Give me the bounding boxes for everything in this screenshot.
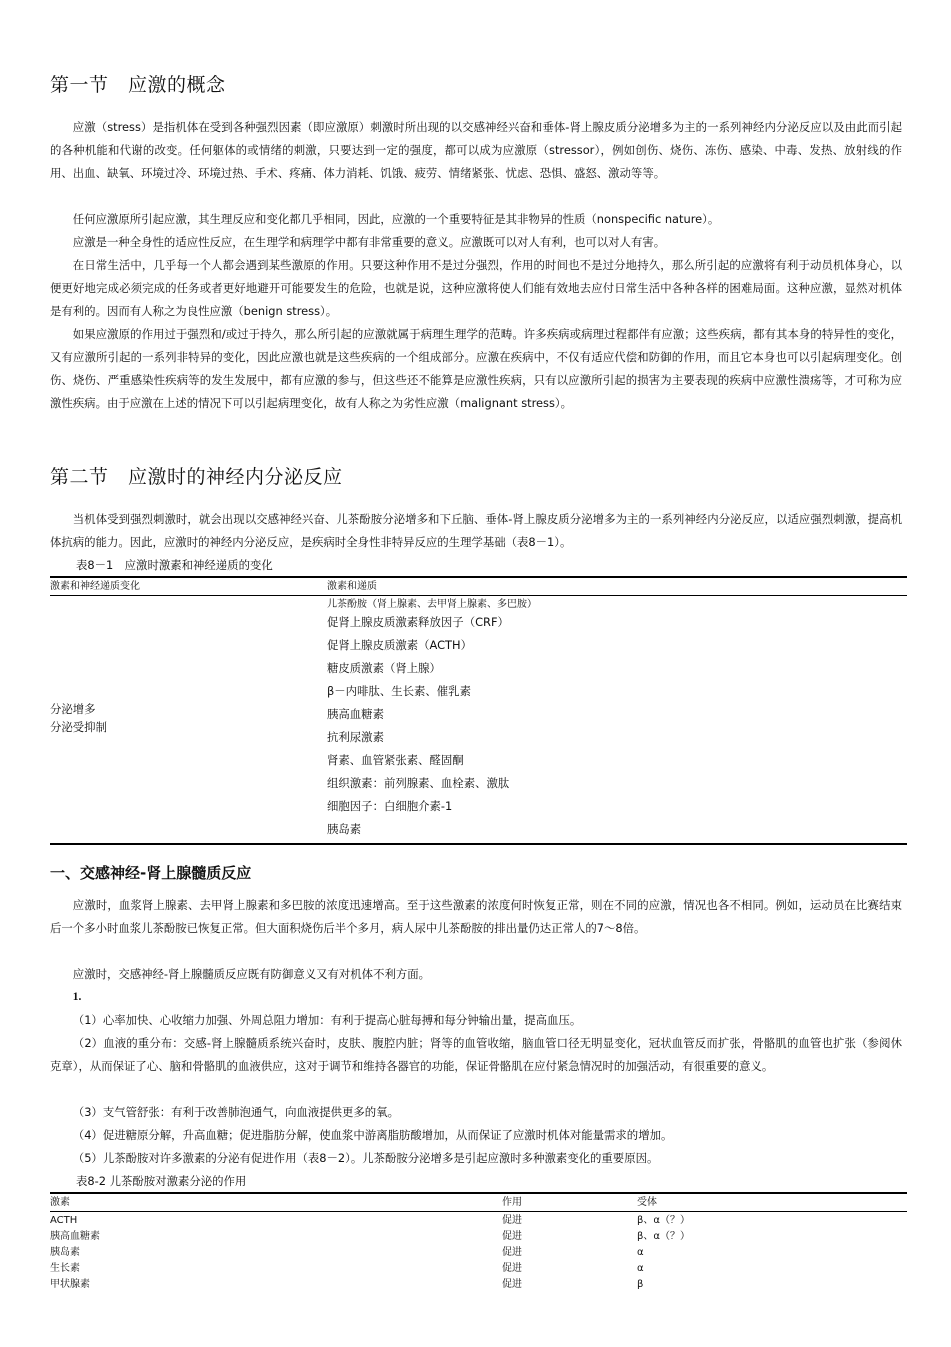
subsection1-para-2: 应激时，交感神经-肾上腺髓质反应既有防御意义又有对机体不利方面。 xyxy=(72,967,431,981)
section1-para-4: 在日常生活中，几乎每一个人都会遇到某些激原的作用。只要这种作用不是过分强烈，作用的时间也不是过分地持久，那么所引起的应激将有利于动员机体身心，以便更好地完成必须完成的任务或者更好地避开可能要发生的危险，也就是说，这种应激将使人们能有效地去应付日常生活中各种各样的困难局面。这种应激，显然对机体是有利的。因而有人称之为良性应激（benign stress）。 xyxy=(50,258,902,318)
table2-cell-effect: 促进 xyxy=(502,1215,522,1226)
section2-intro: 当机体受到强烈刺激时，就会出现以交感神经兴奋、儿茶酚胺分泌增多和下丘脑、垂体-肾上腺皮质分泌增多为主的一系列神经内分泌反应，以适应强烈刺激，提高机体抗病的能力。因此，应激时的神经内分泌反应，是疾病时全身性非特异反应的生理学基础（表8－1）。 xyxy=(50,512,902,549)
table2-cell-effect: 促进 xyxy=(502,1263,522,1274)
section1-title: 第一节 应激的概念 xyxy=(50,74,226,96)
table1-item: 胰高血糖素 xyxy=(327,707,384,721)
table1-item: 儿茶酚胺（肾上腺素、去甲肾上腺素、多巴胺） xyxy=(327,599,537,610)
table2-cell-hormone: 胰高血糖素 xyxy=(50,1231,100,1242)
table2-header-hormone: 激素 xyxy=(50,1197,70,1208)
table2-cell-hormone: ACTH xyxy=(50,1215,78,1226)
table2-header-rule xyxy=(50,1211,907,1212)
table1-bottom-rule xyxy=(50,843,907,845)
subsection1-para-1: 应激时，血浆肾上腺素、去甲肾上腺素和多巴胺的浓度迅速增高。至于这些激素的浓度何时恢复正常，则在不同的应激，情况也各不相同。例如，运动员在比赛结束后一个多小时血浆儿茶酚胺已恢复正常。但大面积烧伤后半个多月，病人尿中儿茶酚胺的排出量仍达正常人的7～8倍。 xyxy=(50,898,902,935)
table1-header-right: 激素和递质 xyxy=(327,581,377,592)
table1-header-rule xyxy=(50,595,907,596)
table2-caption: 表8-2 儿茶酚胺对激素分泌的作用 xyxy=(76,1174,247,1188)
table2-cell-hormone: 甲状腺素 xyxy=(50,1279,90,1290)
table1-header-left: 激素和神经递质变化 xyxy=(50,581,140,592)
table1-top-rule xyxy=(50,576,907,578)
table1-left-labels xyxy=(50,700,107,736)
section1-para-5: 如果应激原的作用过于强烈和/或过于持久，那么所引起的应激就属于病理生理学的范畴。许多疾病或病理过程都伴有应激；这些疾病，都有其本身的特异性的变化，又有应激所引起的一系列非特异的变化，因此应激也就是这些疾病的一个组成部分。应激在疾病中，不仅有适应代偿和防御的作用，而且它本身也可以引起病理变化。创伤、烧伤、严重感染性疾病等的发生发展中，都有应激的参与，但这些还不能算是应激性疾病，只有以应激所引起的损害为主要表现的疾病中应激性溃疡等，才可称为应激性疾病。由于应激在上述的情况下可以引起病理变化，故有人称之为劣性应激（malignant stress）。 xyxy=(50,327,902,410)
table2-cell-receptor: α xyxy=(637,1247,644,1258)
subsection1-item-2: （2）血液的重分布：交感-肾上腺髓质系统兴奋时，皮肤、腹腔内脏；肾等的血管收缩，脑血管口径无明显变化，冠状血管反而扩张，骨骼肌的血管也扩张（参阅休克章），从而保证了心、脑和骨骼肌的血液供应，这对于调节和维持各器官的功能，保证骨骼肌在应付紧急情况时的加强活动，有很重要的意义。 xyxy=(50,1036,902,1073)
subsection1-list-number: 1. xyxy=(72,991,82,1003)
table2-cell-receptor: β、α（？） xyxy=(637,1215,690,1226)
subsection1-item-3: （3）支气管舒张：有利于改善肺泡通气，向血液提供更多的氧。 xyxy=(72,1105,399,1119)
table2-cell-hormone: 胰岛素 xyxy=(50,1247,80,1258)
table1-item: β－内啡肽、生长素、催乳素 xyxy=(327,684,471,698)
table1-item: 糖皮质激素（肾上腺） xyxy=(327,661,441,675)
table1-item: 促肾上腺皮质激素（ACTH） xyxy=(327,638,472,652)
section1-para-3: 应激是一种全身性的适应性反应，在生理学和病理学中都有非常重要的意义。应激既可以对人有利，也可以对人有害。 xyxy=(72,235,666,249)
table1-items xyxy=(327,611,509,841)
table2-cell-receptor: β xyxy=(637,1279,644,1290)
subsection1-title: 一、交感神经-肾上腺髓质反应 xyxy=(50,864,252,882)
table2-cell-receptor: α xyxy=(637,1263,644,1274)
table2-cell-effect: 促进 xyxy=(502,1247,522,1258)
table1-item: 抗利尿激素 xyxy=(327,730,384,744)
table2-cell-effect: 促进 xyxy=(502,1231,522,1242)
section2-title: 第二节 应激时的神经内分泌反应 xyxy=(50,466,343,488)
table1-item: 胰岛素 xyxy=(327,822,362,836)
subsection1-item-1: （1）心率加快、心收缩力加强、外周总阻力增加：有利于提高心脏每搏和每分钟输出量，提高血压。 xyxy=(72,1013,582,1027)
table2-cell-effect: 促进 xyxy=(502,1279,522,1290)
table1-caption: 表8－1 应激时激素和神经递质的变化 xyxy=(76,558,273,572)
section1-para-1: 应激（stress）是指机体在受到各种强烈因素（即应激原）刺激时所出现的以交感神经兴奋和垂体-肾上腺皮质分泌增多为主的一系列神经内分泌反应以及由此而引起的各种机能和代谢的改变。任何躯体的或情绪的刺激，只要达到一定的强度，都可以成为应激原（stressor），例如创伤、烧伤、冻伤、感染、中毒、发热、放射线的作用、出血、缺氧、环境过冷、环境过热、手术、疼痛、体力消耗、饥饿、疲劳、情绪紧张、忧虑、恐惧、盛怒、激动等等。 xyxy=(50,120,902,180)
table1-item: 细胞因子：白细胞介素-1 xyxy=(327,799,453,813)
table2-top-rule xyxy=(50,1192,907,1194)
table1-item: 肾素、血管紧张素、醛固酮 xyxy=(327,753,464,767)
table2-cell-hormone: 生长素 xyxy=(50,1263,80,1274)
table2-cell-receptor: β、α（？） xyxy=(637,1231,690,1242)
table1-left-label: 分泌增多 xyxy=(50,702,96,716)
subsection1-item-4: （4）促进糖原分解，升高血糖；促进脂肪分解，使血浆中游离脂肪酸增加，从而保证了应激时机体对能量需求的增加。 xyxy=(72,1128,673,1142)
table1-left-label: 分泌受抑制 xyxy=(50,720,107,734)
table2-header-receptor: 受体 xyxy=(637,1197,657,1208)
table1-item: 促肾上腺皮质激素释放因子（CRF） xyxy=(327,615,509,629)
subsection1-item-5: （5）儿茶酚胺对许多激素的分泌有促进作用（表8－2）。儿茶酚胺分泌增多是引起应激时多种激素变化的重要原因。 xyxy=(72,1151,659,1165)
table1-item: 组织激素：前列腺素、血栓素、激肽 xyxy=(327,776,510,790)
section1-para-2: 任何应激原所引起应激，其生理反应和变化都几乎相同，因此，应激的一个重要特征是其非物异的性质（nonspecific nature）。 xyxy=(72,212,720,226)
table2-header-effect: 作用 xyxy=(502,1197,522,1208)
